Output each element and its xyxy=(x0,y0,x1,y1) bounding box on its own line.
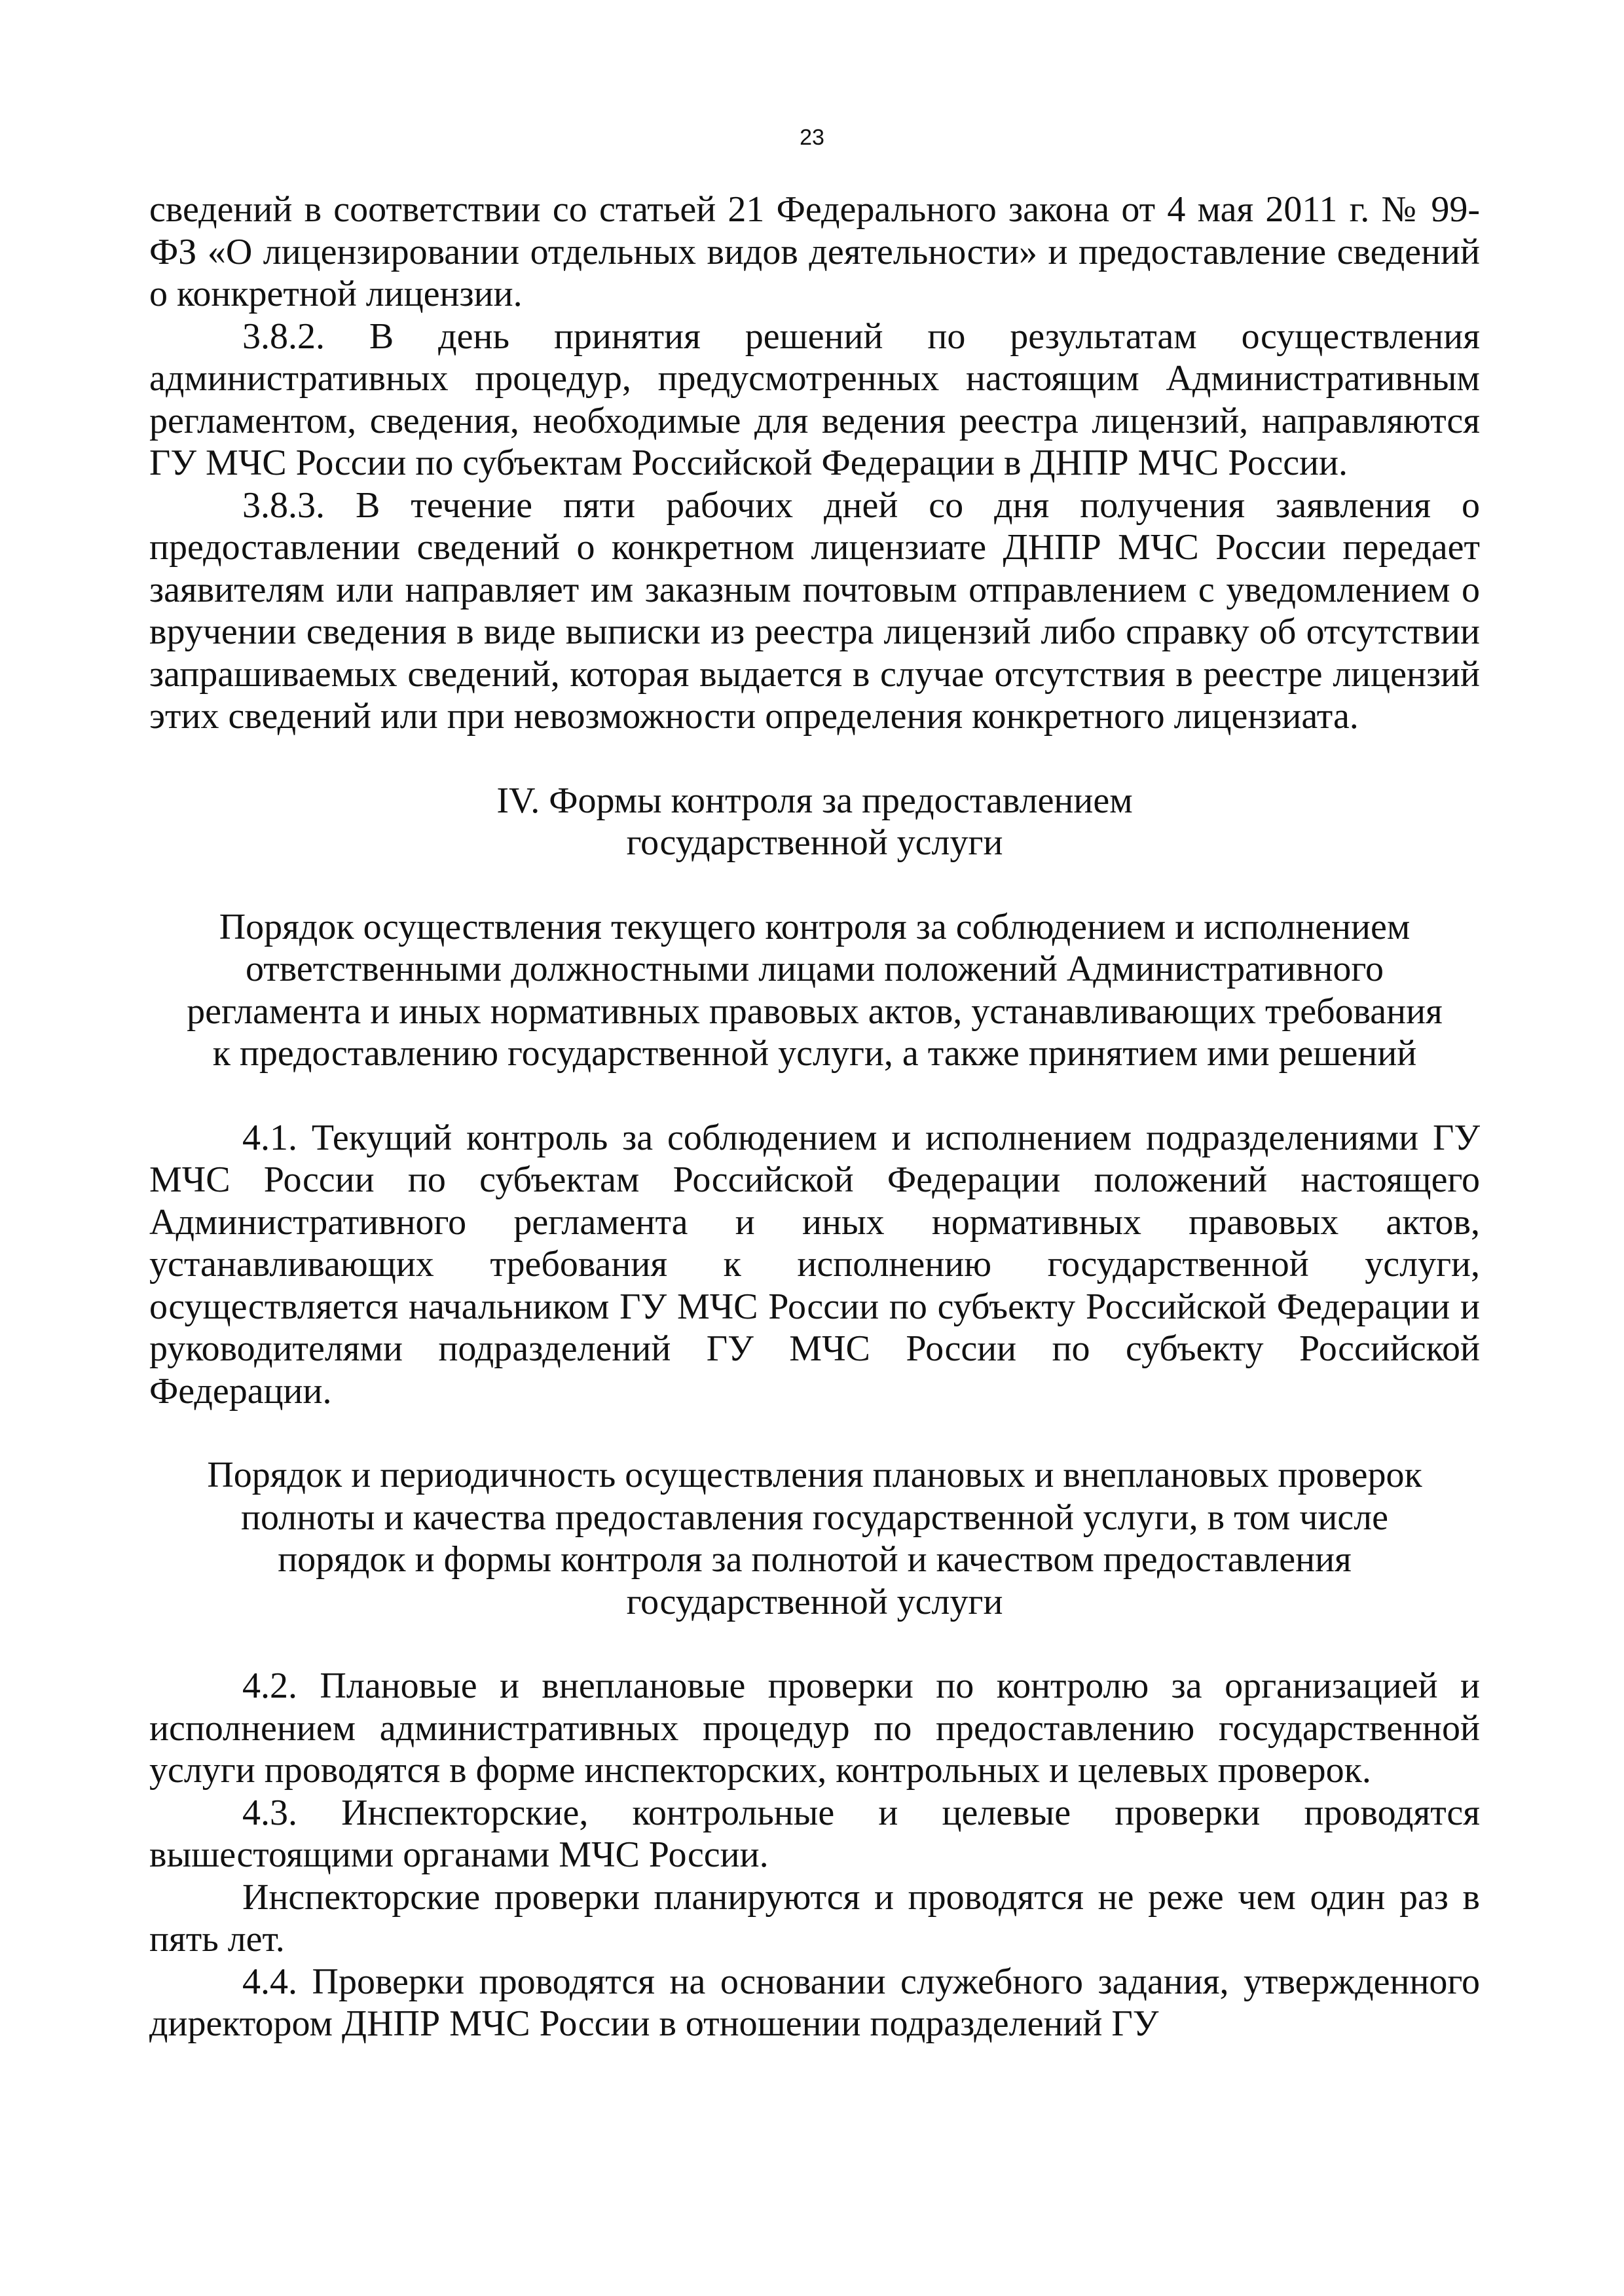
subheading-inspections xyxy=(149,1454,1480,1623)
paragraph-4-2: 4.2. Плановые и внеплановые проверки по контролю за организацией и исполнением административных процедур по предоставлению государственной услуги проводятся в форме инспекторских, контрольных и целевых проверок. xyxy=(149,1666,1480,1791)
subheading-line: государственной услуги xyxy=(626,1581,1003,1622)
subheading-line: полноты и качества предоставления государственной услуги, в том числе xyxy=(241,1497,1388,1538)
paragraph-inspection-frequency: Инспекторские проверки планируются и проводятся не реже чем один раз в пять лет. xyxy=(149,1876,1480,1959)
paragraph-3-8-3: 3.8.3. В течение пяти рабочих дней со дня получения заявления о предоставлении сведений о конкретном лицензиате ДНПР МЧС России передает заявителям или направляет им заказным почтовым отправлением с уведомлением о вручении сведения в виде выписки из реестра лицензий либо справку об отсутствии запрашиваемых сведений, которая выдается в случае отсутствия в реестре лицензий этих сведений или при невозможности определения конкретного лицензиата. xyxy=(149,484,1480,737)
paragraph-4-4: 4.4. Проверки проводятся на основании служебного задания, утвержденного директором ДНПР МЧС России в отношении подразделений ГУ xyxy=(149,1961,1480,2044)
subheading-line: порядок и формы контроля за полнотой и качеством предоставления xyxy=(278,1539,1352,1580)
subheading-line: регламента и иных нормативных правовых актов, устанавливающих требования xyxy=(187,991,1443,1032)
document-body xyxy=(149,189,1480,2045)
paragraph-intro: сведений в соответствии со статьей 21 Федерального закона от 4 мая 2011 г. № 99-ФЗ «О лицензировании отдельных видов деятельности» и предоставление сведений о конкретной лицензии. xyxy=(149,189,1480,314)
subheading-line: Порядок и периодичность осуществления плановых и внеплановых проверок xyxy=(207,1455,1422,1495)
paragraph-4-3: 4.3. Инспекторские, контрольные и целевые проверки проводятся вышестоящими органами МЧС России. xyxy=(149,1792,1480,1875)
paragraph-4-1: 4.1. Текущий контроль за соблюдением и исполнением подразделениями ГУ МЧС России по субъектам Российской Федерации положений настоящего Административного регламента и иных нормативных правовых актов, устанавливающих требования к исполнению государственной услуги, осуществляется начальником ГУ МЧС России по субъекту Российской Федерации и руководителями подразделений ГУ МЧС России по субъекту Российской Федерации. xyxy=(149,1117,1480,1412)
section-heading-line: IV. Формы контроля за предоставлением xyxy=(496,780,1133,821)
subheading-current-control xyxy=(149,906,1480,1075)
section-heading xyxy=(149,780,1480,864)
section-heading-line: государственной услуги xyxy=(626,822,1003,863)
paragraph-3-8-2: 3.8.2. В день принятия решений по результатам осуществления административных процедур, предусмотренных настоящим Административным регламентом, сведения, необходимые для ведения реестра лицензий, направляются ГУ МЧС России по субъектам Российской Федерации в ДНПР МЧС России. xyxy=(149,316,1480,483)
subheading-line: ответственными должностными лицами положений Административного xyxy=(246,949,1384,989)
page-number: 23 xyxy=(800,125,824,150)
subheading-line: к предоставлению государственной услуги, а также принятием ими решений xyxy=(212,1033,1417,1074)
subheading-line: Порядок осуществления текущего контроля за соблюдением и исполнением xyxy=(219,906,1411,947)
